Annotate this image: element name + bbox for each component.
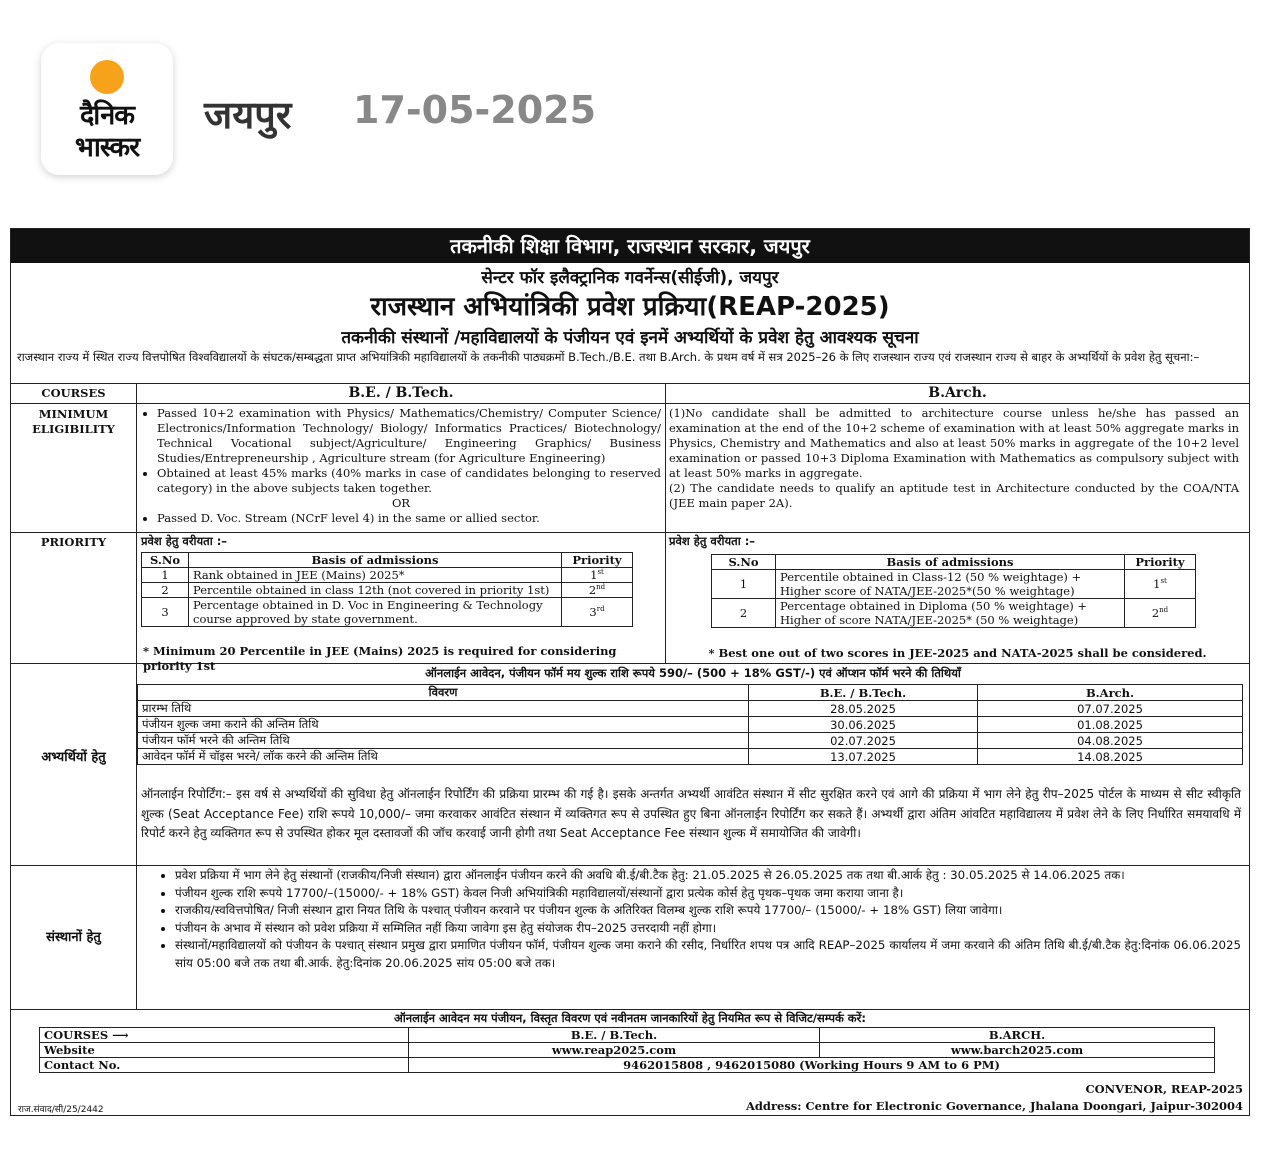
table-cell: 14.08.2025 bbox=[978, 749, 1243, 765]
date-label: 17-05-2025 bbox=[353, 88, 597, 132]
list-item: • संस्थानों/महाविद्यालयों को पंजीयन के पश्चात् संस्थान प्रमुख द्वारा प्रमाणित पंजीयन फॉर्म, पंजीयन शुल्क जमा कराने की रसीद, निर्धारित शपथ पत्र आदि REAP–2025 कार्यालय में जमा करवाने की अंतिम तिथि बी.ई/बी.टैक हेतु:दिनांक 06.06.2025 सांय 05:00 बजे तक तथा बी.आर्क. हेतु:दिनांक 20.06.2025 सांय 05:00 बजे तक। bbox=[175, 937, 1241, 972]
address-label: Address: Centre for Electronic Governance, Jhalana Doongari, Jaipur-302004 bbox=[745, 1099, 1243, 1113]
priority-number: 2 bbox=[1151, 606, 1160, 620]
table-cell: 07.07.2025 bbox=[978, 701, 1243, 717]
divider bbox=[11, 1009, 1249, 1010]
institutes-label: संस्थानों हेतु bbox=[46, 930, 101, 945]
column-header: S.No bbox=[712, 555, 776, 570]
sun-icon bbox=[90, 60, 124, 94]
notice-subtitle: तकनीकी संस्थानों /महाविद्यालयों के पंजीयन एवं इनमें अभ्यर्थियों के प्रवेश हेतु आवश्यक सूचना bbox=[341, 328, 919, 348]
table-row bbox=[138, 717, 1243, 733]
arrow-right-icon: ⟶ bbox=[112, 1028, 129, 1042]
dainik-bhaskar-logo bbox=[41, 43, 173, 175]
btech-priority-note: * Minimum 20 Percentile in JEE (Mains) 2025 is required for considering priority 1st bbox=[143, 644, 617, 673]
divider bbox=[11, 383, 1249, 384]
divider bbox=[11, 865, 1249, 866]
centre-heading: सेन्टर फॉर इलैक्ट्रानिक गवर्नेन्स(सीईजी), जयपुर bbox=[481, 268, 779, 288]
table-cell: 28.05.2025 bbox=[749, 701, 978, 717]
logo-text-line2: भास्कर bbox=[74, 132, 140, 163]
table-cell: B.ARCH. bbox=[820, 1028, 1215, 1043]
table-cell bbox=[1125, 599, 1196, 628]
table-cell: पंजीयन शुल्क जमा कराने की अन्तिम तिथि bbox=[138, 717, 749, 733]
table-cell: Percentile obtained in Class-12 (50 % weightage) + Higher score of NATA/JEE-2025*(50 % weightage) bbox=[776, 570, 1125, 599]
page-header bbox=[0, 0, 1263, 200]
btech-eligibility bbox=[141, 406, 661, 526]
column-header: S.No bbox=[142, 553, 189, 568]
table-cell: B.E. / B.Tech. bbox=[409, 1028, 820, 1043]
notice-document bbox=[10, 228, 1250, 1116]
column-header: Basis of admissions bbox=[189, 553, 562, 568]
column-header: B.Arch. bbox=[978, 685, 1243, 701]
table-row bbox=[40, 1058, 1215, 1073]
column-header: विवरण bbox=[138, 685, 749, 701]
table-cell: 3 bbox=[142, 598, 189, 627]
list-item: • Passed 10+2 examination with Physics/ Mathematics/Chemistry/ Computer Science/ Electronics/Information Technology/ Biology/ Informatics Practices/ Biotechnology/ Technical Vocational subject/Agriculture/ Engineering Graphics/ Business Studies/Entrepreneurship , Agriculture stream (for Agriculture Engineering) bbox=[157, 406, 661, 466]
online-reporting-paragraph: ऑनलाईन रिपोर्टिंग:– इस वर्ष से अभ्यर्थियों की सुविधा हेतु ऑनलाईन रिपोर्टिंग की प्रक्रिया प्रारम्भ की गई है। इसके अन्तर्गत अभ्यर्थी आवंटित संस्थान में सीट सुरक्षित करने एवं आगे की प्रक्रिया में भाग लेने हेतु रीप–2025 पोर्टल के माध्यम से सीट स्वीकृति शुल्क (Seat Acceptance Fee) राशि रूपये 10,000/– जमा करवाकर आवंटित संस्थान में व्यक्तिगत रूप से उपस्थित हुए बिना ऑनलाईन रिपोर्टिंग कर सकते हैं। अभ्यर्थी द्वारा अंतिम आंवटित महाविद्यालय में प्रवेश लेने के लिए निर्धारित समयावधि में रिपोर्ट करने हेतु व्यक्तिगत रूप से उपस्थित होकर मूल दस्तावजों की जॉच करवाई जानी होगी तथा Seat Acceptance Fee संस्थान शुल्क में समायोजित की जावेगी। bbox=[141, 787, 1241, 840]
table-cell: 2 bbox=[712, 599, 776, 628]
intro-paragraph: राजस्थान राज्य में स्थित राज्य वित्तपोषित विश्वविद्यालयों के संघटक/सम्बद्धता प्राप्त अभियांत्रिकी महाविद्यालयों के तकनीकी पाठ्यक्रमों B.Tech./B.E. तथा B.Arch. के प्रथम वर्ष में सत्र 2025–26 के लिए राजस्थान राज्य एवं राजस्थान राज्य से बाहर के अभ्यर्थियों के प्रवेश हेतु सूचना:– bbox=[17, 350, 1200, 364]
table-row bbox=[138, 733, 1243, 749]
table-row bbox=[142, 568, 633, 583]
column-header: Priority bbox=[1125, 555, 1196, 570]
barch-priority-note: * Best one out of two scores in JEE-2025 and NATA-2025 shall be considered. bbox=[708, 646, 1207, 660]
table-cell: www.reap2025.com bbox=[409, 1043, 820, 1058]
table-row bbox=[138, 749, 1243, 765]
priority-suffix: nd bbox=[1159, 606, 1169, 615]
min-eligibility-line1: MINIMUM bbox=[38, 407, 109, 421]
courses-footer-label: COURSES bbox=[44, 1028, 109, 1042]
table-cell: 13.07.2025 bbox=[749, 749, 978, 765]
column-header: Basis of admissions bbox=[776, 555, 1125, 570]
btech-priority-table bbox=[141, 552, 633, 627]
list-item: • पंजीयन के अभाव में संस्थान को प्रवेश प्रक्रिया में सम्मिलित नहीं किया जावेगा इस हेतु संयोजक रीप–2025 उत्तरदायी नहीं होगा। bbox=[175, 920, 1241, 938]
visit-heading: ऑनलाईन आवेदन मय पंजीयन, विस्तृत विवरण एवं नवीनतम जानकारियों हेतु नियमित रूप से विजिट/सम्पर्क करें: bbox=[394, 1011, 866, 1025]
table-cell: 02.07.2025 bbox=[749, 733, 978, 749]
table-cell: Contact No. bbox=[40, 1058, 409, 1073]
barch-eligibility bbox=[669, 406, 1239, 511]
table-cell: Percentage obtained in Diploma (50 % weightage) + Higher of score NATA/JEE-2025* (50 % weightage) bbox=[776, 599, 1125, 628]
or-label: OR bbox=[391, 496, 411, 510]
list-item: • प्रवेश प्रक्रिया में भाग लेने हेतु संस्थानों (राजकीय/निजी संस्थान) द्वारा ऑनलाईन पंजीयन करने की अवधि बी.ई/बी.टैक हेतु: 21.05.2025 से 26.05.2025 तक तथा बी.आर्क हेतु : 30.05.2025 से 14.06.2025 तक। bbox=[175, 867, 1241, 885]
online-dates-heading: ऑनलाईन आवेदन, पंजीयन फॉर्म मय शुल्क राशि रूपये 590/– (500 + 18% GST/-) एवं ऑप्शन फॉर्म भरने की तिथियाँ bbox=[425, 666, 961, 680]
barch-column-header: B.Arch. bbox=[928, 385, 987, 401]
table-cell bbox=[40, 1028, 409, 1043]
table-cell: 2 bbox=[142, 583, 189, 598]
barch-priority-table bbox=[711, 554, 1196, 628]
priority-number: 1 bbox=[1153, 577, 1161, 591]
table-row bbox=[40, 1043, 1215, 1058]
table-row bbox=[142, 598, 633, 627]
priority-suffix: rd bbox=[596, 605, 605, 614]
divider bbox=[665, 383, 666, 663]
list-item: • Passed D. Voc. Stream (NCrF level 4) in the same or allied sector. bbox=[157, 511, 661, 526]
column-header: B.E. / B.Tech. bbox=[749, 685, 978, 701]
table-cell: 1 bbox=[142, 568, 189, 583]
table-cell: www.barch2025.com bbox=[820, 1043, 1215, 1058]
priority-suffix: st bbox=[1160, 577, 1167, 586]
priority-label: PRIORITY bbox=[40, 535, 107, 549]
convenor-label: CONVENOR, REAP-2025 bbox=[1085, 1082, 1243, 1096]
table-cell: 1 bbox=[712, 570, 776, 599]
table-cell: पंजीयन फॉर्म भरने की अन्तिम तिथि bbox=[138, 733, 749, 749]
priority-number: 1 bbox=[590, 568, 598, 582]
table-cell: Rank obtained in JEE (Mains) 2025* bbox=[189, 568, 562, 583]
btech-priority-heading: प्रवेश हेतु वरीयता :– bbox=[141, 534, 228, 548]
barch-eligibility-point-2: (2) The candidate needs to qualify an aptitude test in Architecture conducted by the COA/NTA (JEE main paper 2A). bbox=[669, 481, 1239, 510]
table-row bbox=[40, 1028, 1215, 1043]
divider bbox=[11, 532, 1249, 533]
priority-number: 2 bbox=[588, 583, 597, 597]
courses-label: COURSES bbox=[41, 386, 106, 400]
table-row bbox=[142, 583, 633, 598]
list-item: • Obtained at least 45% marks (40% marks in case of candidates belonging to reserved category) in the above subjects taken together. bbox=[157, 466, 661, 496]
dates-table bbox=[137, 684, 1243, 765]
barch-priority-heading: प्रवेश हेतु वरीयता :– bbox=[669, 534, 756, 548]
candidates-label: अभ्यर्थियों हेतु bbox=[41, 750, 106, 765]
table-cell: 9462015808 , 9462015080 (Working Hours 9 AM to 6 PM) bbox=[409, 1058, 1215, 1073]
column-header: Priority bbox=[562, 553, 633, 568]
table-cell: 04.08.2025 bbox=[978, 733, 1243, 749]
table-row bbox=[712, 570, 1196, 599]
list-item: • राजकीय/स्ववित्तपोषित/ निजी संस्थान द्वारा नियत तिथि के पश्चात् पंजीयन करवाने पर पंजीयन शुल्क के अतिरिक्त विलम्ब शुल्क राशि रूपये 17700/– (15000/- + 18% GST) लिया जावेगा। bbox=[175, 902, 1241, 920]
table-cell bbox=[562, 583, 633, 598]
table-cell bbox=[1125, 570, 1196, 599]
table-cell: Percentile obtained in class 12th (not covered in priority 1st) bbox=[189, 583, 562, 598]
table-cell: Website bbox=[40, 1043, 409, 1058]
priority-suffix: st bbox=[597, 568, 604, 577]
barch-eligibility-point-1: (1)No candidate shall be admitted to architecture course unless he/she has passed an examination at the end of the 10+2 scheme of examination with at least 50% aggregate marks in Physics, Chemistry and Mathematics and also at least 50% marks in aggregate of the 10+2 level examination or passed 10+3 Diploma Examination with Mathematics as compulsory subject with at least 50% marks in aggregate. bbox=[669, 406, 1239, 480]
table-row bbox=[712, 599, 1196, 628]
table-cell: 01.08.2025 bbox=[978, 717, 1243, 733]
min-eligibility-label bbox=[11, 407, 136, 437]
divider bbox=[11, 403, 1249, 404]
table-cell: 30.06.2025 bbox=[749, 717, 978, 733]
table-cell: Percentage obtained in D. Voc in Engineering & Technology course approved by state government. bbox=[189, 598, 562, 627]
min-eligibility-line2: ELIGIBILITY bbox=[32, 422, 115, 436]
logo-text-line1: दैनिक bbox=[79, 100, 135, 131]
table-cell bbox=[562, 598, 633, 627]
priority-suffix: nd bbox=[596, 583, 606, 592]
table-row bbox=[138, 701, 1243, 717]
table-cell: प्रारम्भ तिथि bbox=[138, 701, 749, 717]
table-cell bbox=[562, 568, 633, 583]
table-cell: आवेदन फॉर्म में चॉइस भरने/ लॉक करने की अन्तिम तिथि bbox=[138, 749, 749, 765]
city-label: जयपुर bbox=[204, 93, 292, 137]
institutes-points bbox=[159, 867, 1241, 972]
list-item: • पंजीयन शुल्क राशि रूपये 17700/–(15000/- + 18% GST) केवल निजी अभियांत्रिकी महाविद्यालयों/संस्थानों द्वारा प्रत्येक कोर्स हेतु पृथक–पृथक जमा कराया जाना है। bbox=[175, 885, 1241, 903]
priority-number: 3 bbox=[589, 605, 597, 619]
department-banner: तकनीकी शिक्षा विभाग, राजस्थान सरकार, जयपुर bbox=[11, 229, 1249, 263]
notice-title: राजस्थान अभियांत्रिकी प्रवेश प्रक्रिया(REAP-2025) bbox=[370, 292, 890, 322]
reference-number: राज.संवाद/सी/25/2442 bbox=[18, 1105, 104, 1115]
contact-table bbox=[39, 1027, 1215, 1073]
btech-column-header: B.E. / B.Tech. bbox=[348, 385, 454, 401]
